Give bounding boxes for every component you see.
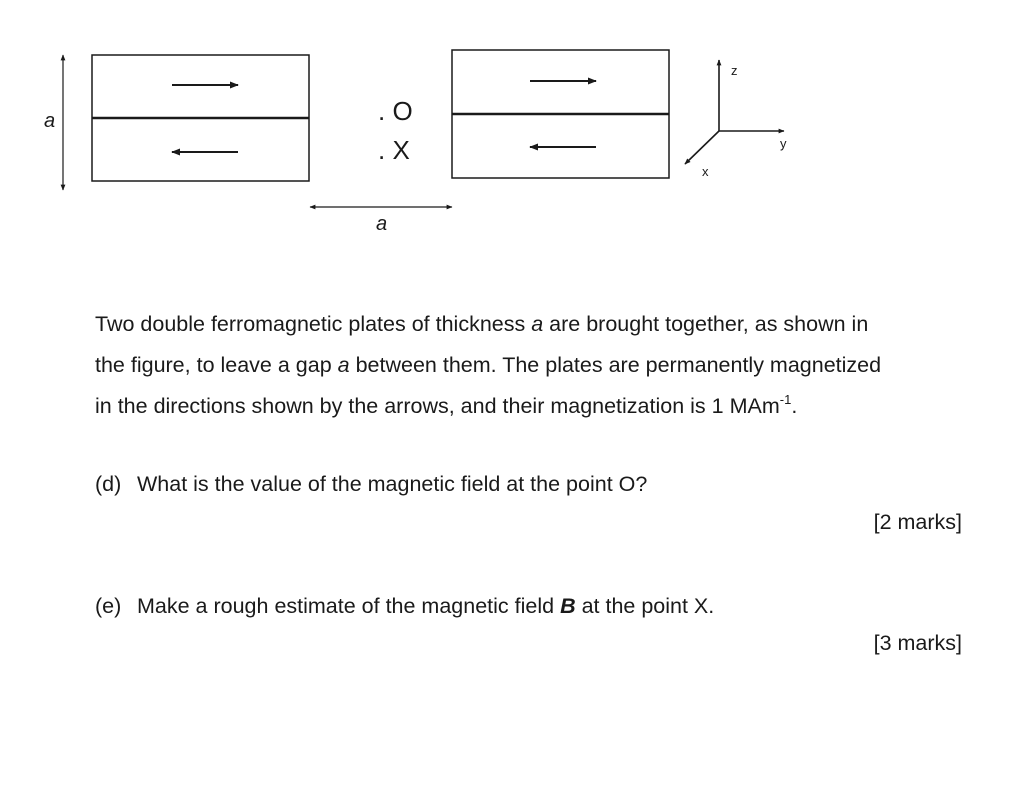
variable-a: a bbox=[337, 353, 350, 377]
axis-z-label: z bbox=[731, 63, 738, 78]
left-plate bbox=[92, 55, 309, 181]
intro-text: the figure, to leave a gap bbox=[95, 353, 338, 377]
question-number: (e) bbox=[95, 594, 122, 618]
gap-label: a bbox=[376, 213, 388, 235]
intro-text: Two double ferromagnetic plates of thickness bbox=[95, 312, 532, 336]
magnetic-plates-figure bbox=[0, 0, 1024, 260]
question-d bbox=[95, 472, 647, 497]
field-b-symbol: B bbox=[560, 594, 576, 618]
question-d-marks: [2 marks] bbox=[873, 510, 962, 534]
thickness-label: a bbox=[44, 110, 56, 132]
question-text: at the point X. bbox=[575, 594, 715, 618]
intro-line-3 bbox=[95, 386, 975, 427]
coordinate-axes bbox=[685, 60, 787, 179]
question-text: What is the value of the magnetic field at the point O? bbox=[137, 472, 648, 496]
intro-text: . bbox=[791, 394, 798, 418]
intro-paragraph bbox=[95, 304, 975, 427]
intro-text: are brought together, as shown in bbox=[543, 312, 869, 336]
question-text: Make a rough estimate of the magnetic field bbox=[137, 594, 561, 618]
question-e-marks: [3 marks] bbox=[873, 631, 962, 655]
unit-exponent: -1 bbox=[779, 392, 792, 407]
intro-line-2 bbox=[95, 345, 975, 386]
point-o-label: . O bbox=[378, 96, 413, 126]
axis-x-label: x bbox=[702, 164, 709, 179]
intro-line-1 bbox=[95, 304, 975, 345]
question-number: (d) bbox=[95, 472, 122, 496]
intro-text: between them. The plates are permanently magnetized bbox=[349, 353, 882, 377]
right-plate bbox=[452, 50, 669, 178]
thickness-dimension bbox=[44, 55, 63, 190]
point-x-label: . X bbox=[378, 135, 410, 165]
intro-text: in the directions shown by the arrows, and their magnetization is 1 MAm bbox=[95, 394, 780, 418]
axis-y-label: y bbox=[780, 136, 787, 151]
gap-dimension bbox=[310, 207, 452, 235]
question-e bbox=[95, 594, 714, 619]
variable-a: a bbox=[531, 312, 544, 336]
